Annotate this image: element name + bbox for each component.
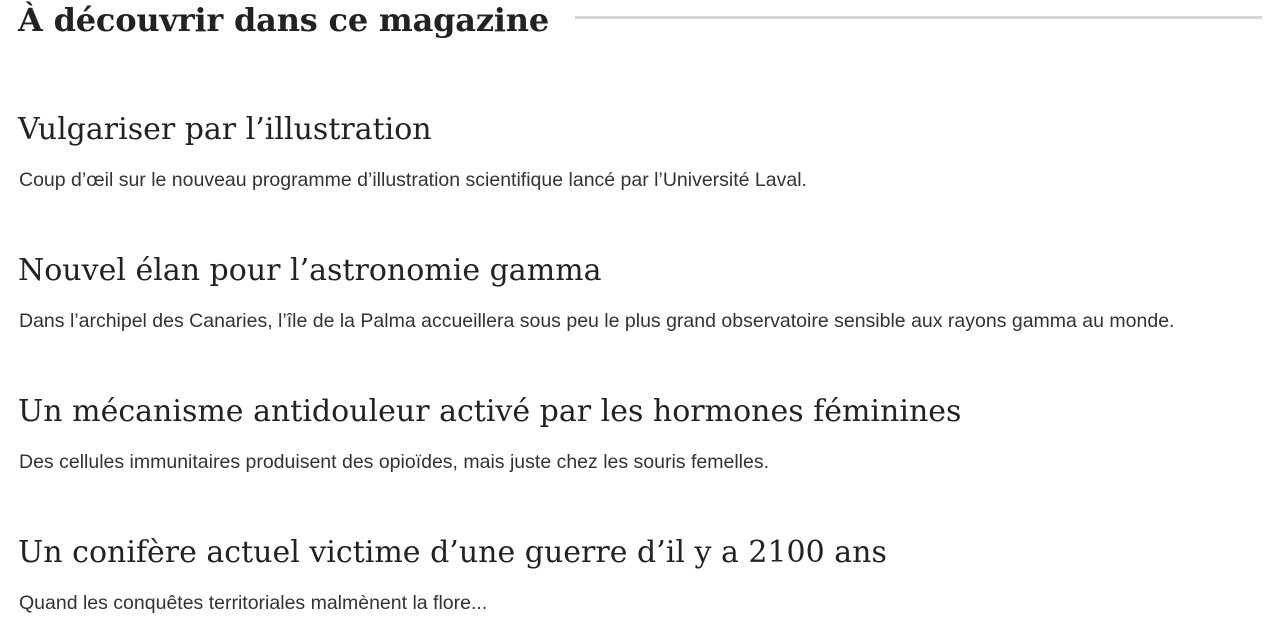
article-title-link[interactable]: Vulgariser par l’illustration	[18, 112, 432, 147]
section-header	[18, 0, 1262, 40]
article-item	[18, 253, 1262, 332]
article-description: Des cellules immunitaires produisent des opioïdes, mais juste chez les souris femelles.	[19, 451, 769, 473]
article-title-link[interactable]: Un mécanisme antidouleur activé par les hormones féminines	[18, 394, 962, 429]
article-description: Coup d’œil sur le nouveau programme d’illustration scientifique lancé par l’Université Laval.	[19, 169, 807, 191]
article-item	[18, 394, 1262, 473]
article-description: Quand les conquêtes territoriales malmènent la flore...	[19, 592, 488, 614]
article-item	[18, 535, 1262, 614]
article-title-link[interactable]: Nouvel élan pour l’astronomie gamma	[18, 253, 602, 288]
article-description: Dans l’archipel des Canaries, l’île de la Palma accueillera sous peu le plus grand observatoire sensible aux rayons gamma au monde.	[19, 310, 1175, 332]
section-divider	[575, 16, 1262, 19]
article-title-link[interactable]: Un conifère actuel victime d’une guerre d’il y a 2100 ans	[18, 535, 887, 570]
article-item	[18, 112, 1262, 191]
section-title: À découvrir dans ce magazine	[18, 1, 549, 39]
